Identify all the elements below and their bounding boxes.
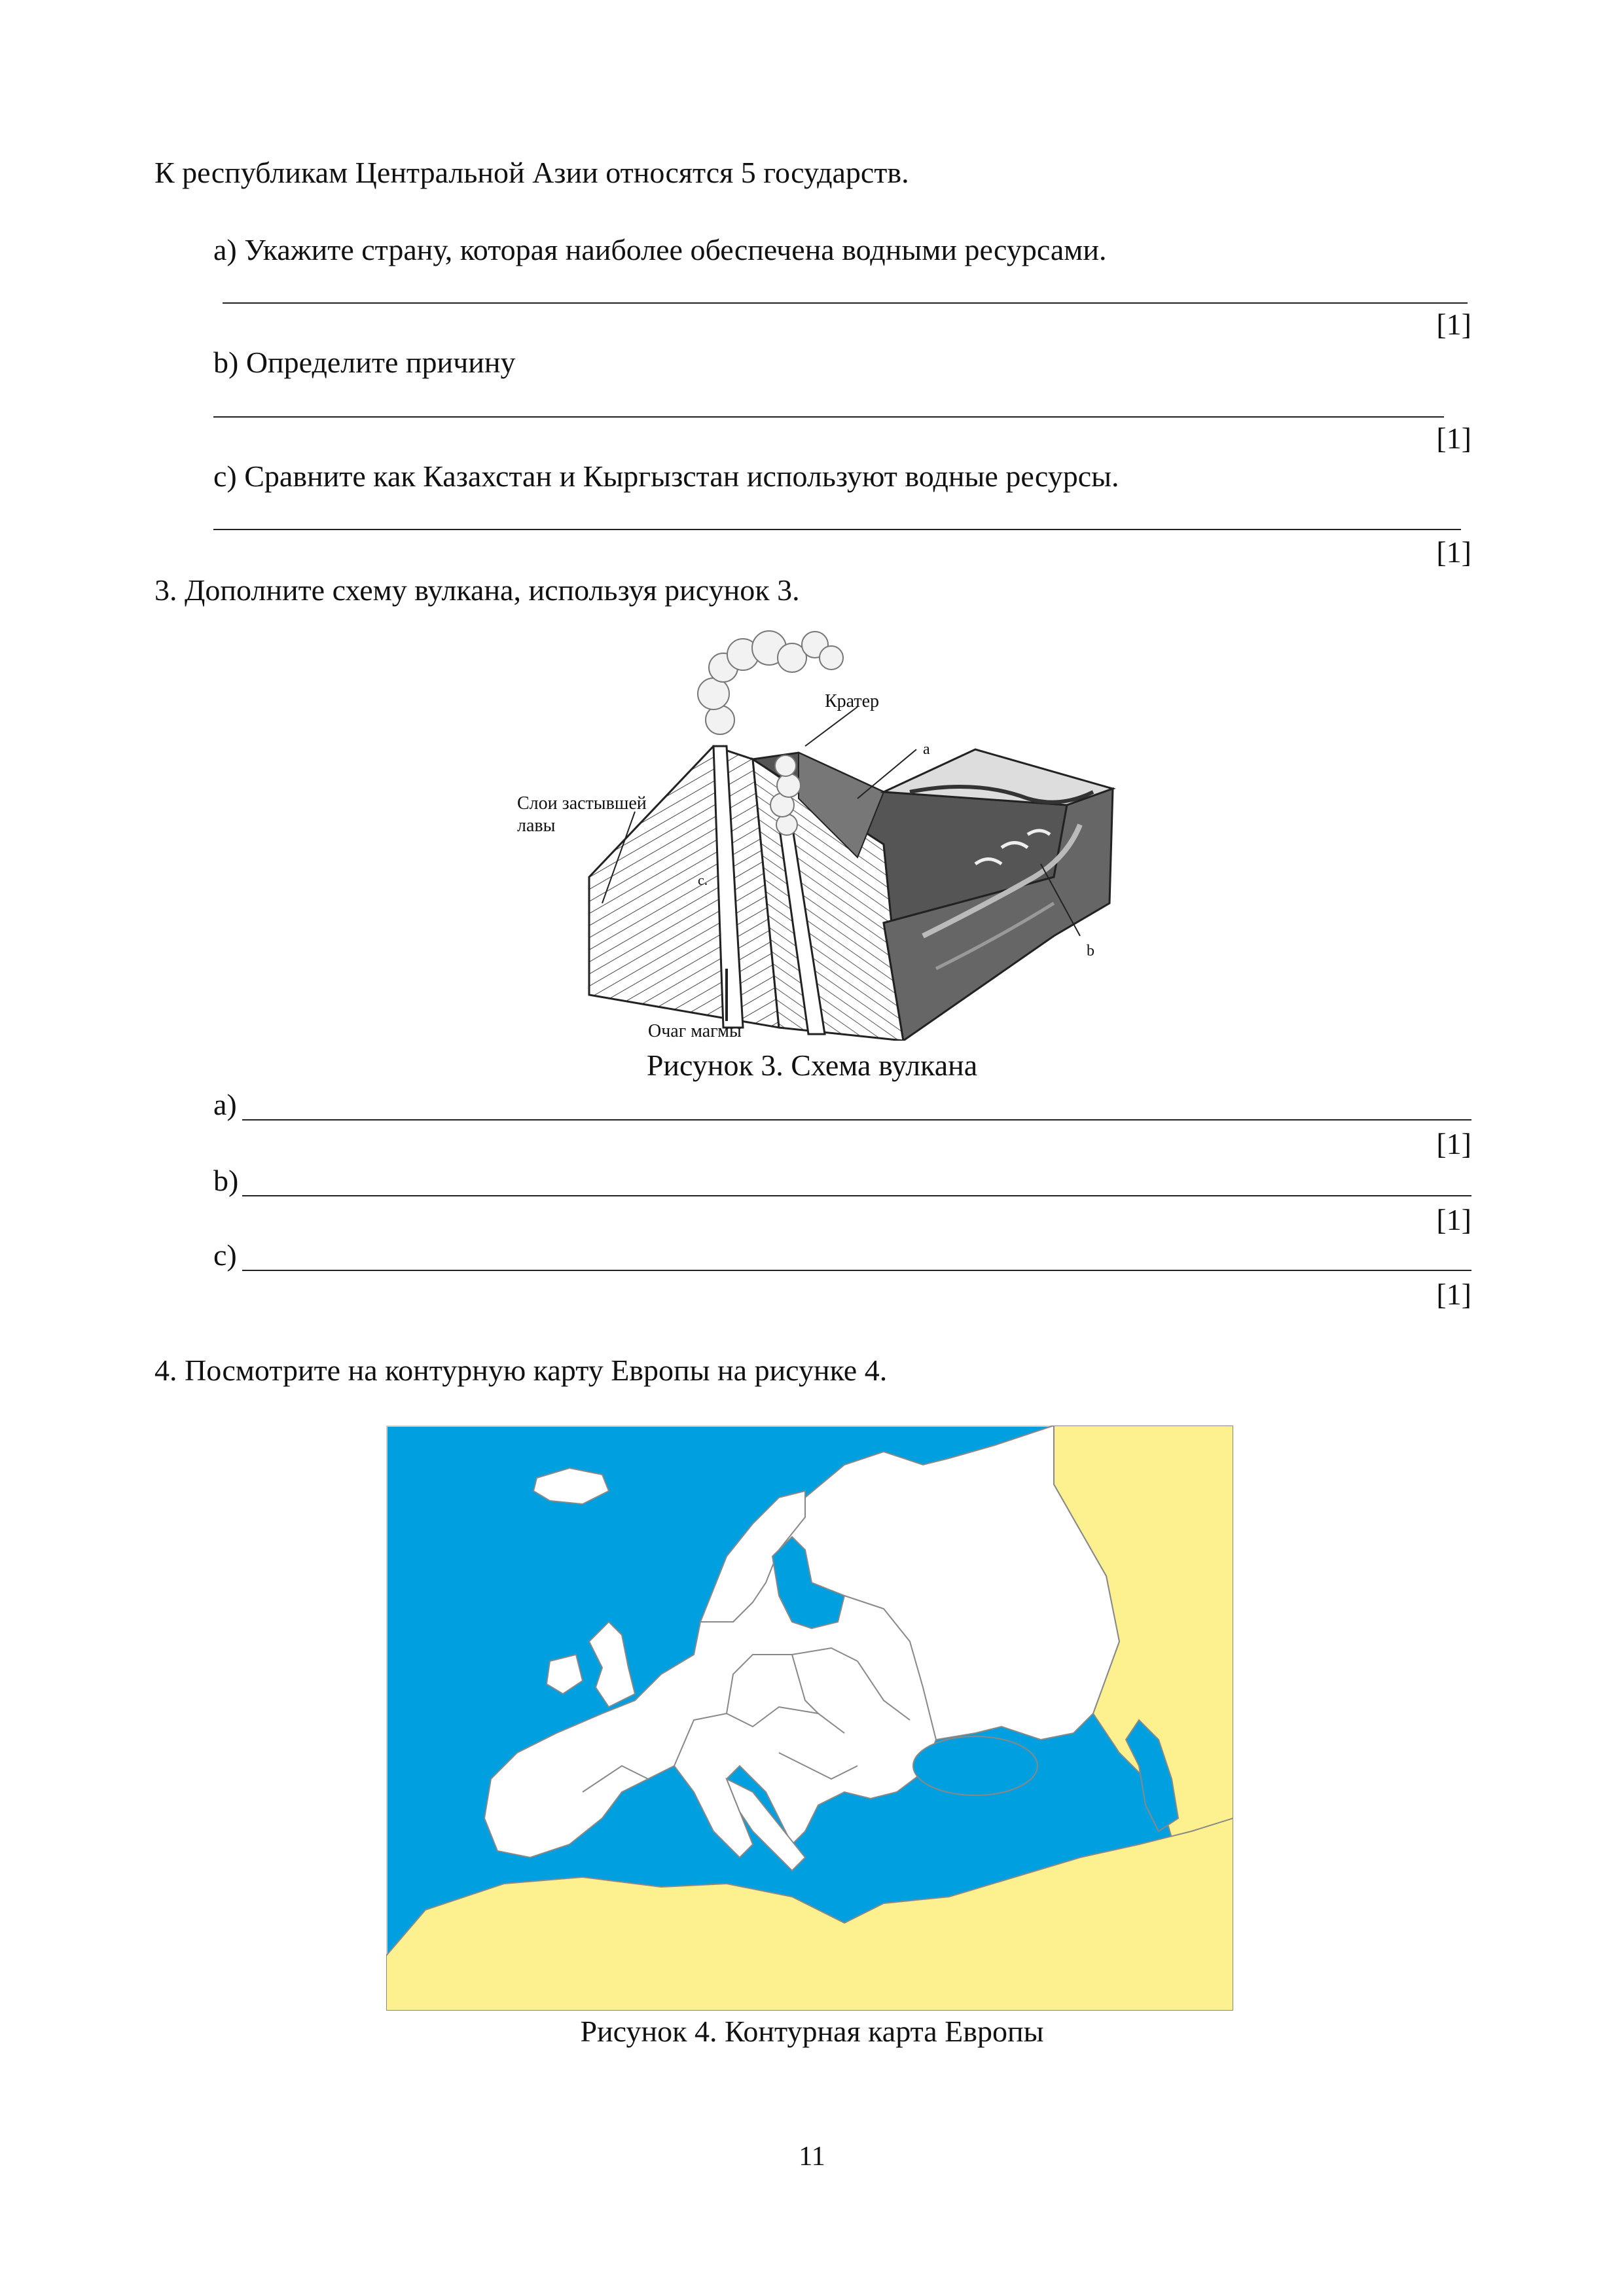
q2b-answer-line[interactable] [213,416,1444,418]
q3b-mark: [1] [1436,1203,1471,1236]
label-a: a [923,741,930,758]
q3c-answer-line[interactable] [242,1270,1471,1271]
q3a-label: a) [213,1088,237,1121]
figure4-caption: Рисунок 4. Контурная карта Европы [580,2015,1044,2048]
page-number: 11 [799,2142,825,2172]
figure3-caption: Рисунок 3. Схема вулкана [646,1049,978,1082]
label-magma: Очаг магмы [648,1021,742,1041]
q2a-mark: [1] [1436,308,1471,341]
q3b-label: b) [213,1164,239,1197]
q2a-text: a) Укажите страну, которая наиболее обеспечена водными ресурсами. [213,233,1107,266]
europe-outline-map [386,1426,1233,2011]
label-b: b [1087,942,1094,960]
q4-prompt: 4. Посмотрите на контурную карту Европы на рисунке 4. [154,1354,888,1387]
q2c-text: c) Сравните как Казахстан и Кыргызстан используют водные ресурсы. [213,459,1119,493]
black-sea [913,1736,1038,1795]
label-c: c. [698,872,708,888]
label-lava-line1: Слои застывшей [517,793,647,814]
q3c-label: c) [213,1238,237,1272]
q2c-answer-line[interactable] [213,529,1461,530]
label-lava-line2: лавы [517,816,556,836]
q2-intro: К республикам Центральной Азии относятся 5 государств. [154,156,909,189]
label-crater: Кратер [825,691,880,711]
q2b-mark: [1] [1436,422,1471,455]
volcano-diagram [517,628,1119,1041]
q3b-answer-line[interactable] [242,1195,1471,1196]
q3a-answer-line[interactable] [242,1119,1471,1121]
q3a-mark: [1] [1436,1127,1471,1160]
q2c-mark: [1] [1436,535,1471,569]
q3-prompt: 3. Дополните схему вулкана, используя рисунок 3. [154,573,800,607]
q2a-answer-line[interactable] [223,302,1468,304]
q3c-mark: [1] [1436,1278,1471,1311]
q2b-text: b) Определите причину [213,346,516,379]
